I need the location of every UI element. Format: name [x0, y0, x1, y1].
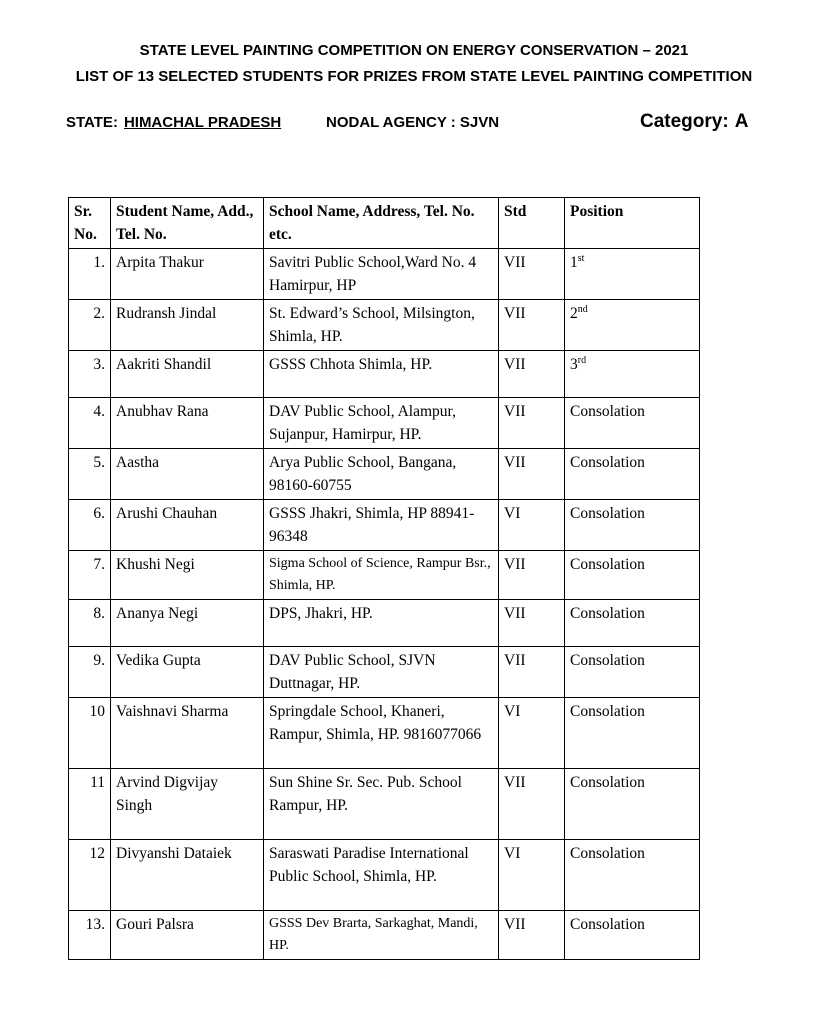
winners-table	[68, 197, 700, 960]
table-row	[69, 551, 700, 600]
position-value: Consolation	[570, 652, 645, 669]
column-header-student: Student Name, Add., Tel. No.	[111, 198, 264, 249]
table-row	[69, 840, 700, 911]
position-value: 2	[570, 305, 578, 322]
sr-no-cell: 7.	[69, 551, 111, 600]
school-cell: DAV Public School, Alampur, Sujanpur, Hamirpur, HP.	[264, 398, 499, 449]
position-ordinal-suffix: rd	[577, 354, 587, 366]
sr-no-cell: 2.	[69, 300, 111, 351]
position-value: Consolation	[570, 505, 645, 522]
table-row	[69, 698, 700, 769]
position-value: Consolation	[570, 703, 645, 720]
sr-no-cell: 5.	[69, 449, 111, 500]
table-header-row	[69, 198, 700, 249]
sr-no-cell: 8.	[69, 600, 111, 647]
position-cell	[565, 769, 700, 840]
position-cell	[565, 600, 700, 647]
position-value: Consolation	[570, 556, 645, 573]
std-cell: VII	[499, 249, 565, 300]
std-cell: VII	[499, 449, 565, 500]
position-cell	[565, 300, 700, 351]
school-cell: Sigma School of Science, Rampur Bsr., Shimla, HP.	[264, 551, 499, 600]
student-name-cell: Anubhav Rana	[111, 398, 264, 449]
sr-no-cell: 1.	[69, 249, 111, 300]
position-cell	[565, 351, 700, 398]
state-field	[66, 114, 281, 131]
column-header-sr-no: Sr. No.	[69, 198, 111, 249]
state-value: HIMACHAL PRADESH	[123, 114, 282, 131]
table-row	[69, 249, 700, 300]
std-cell: VI	[499, 698, 565, 769]
student-name-cell: Gouri Palsra	[111, 911, 264, 960]
position-value: Consolation	[570, 774, 645, 791]
sr-no-cell: 3.	[69, 351, 111, 398]
table-row	[69, 911, 700, 960]
std-cell: VII	[499, 300, 565, 351]
table-row	[69, 351, 700, 398]
school-cell: St. Edward’s School, Milsington, Shimla, HP.	[264, 300, 499, 351]
position-cell	[565, 647, 700, 698]
std-cell: VII	[499, 911, 565, 960]
student-name-cell: Aakriti Shandil	[111, 351, 264, 398]
position-value: Consolation	[570, 403, 645, 420]
position-value: 3	[570, 356, 578, 373]
column-header-std: Std	[499, 198, 565, 249]
category-label: Category:	[640, 111, 729, 132]
student-name-cell: Vedika Gupta	[111, 647, 264, 698]
sr-no-cell: 10	[69, 698, 111, 769]
std-cell: VII	[499, 647, 565, 698]
std-cell: VI	[499, 500, 565, 551]
sr-no-cell: 6.	[69, 500, 111, 551]
position-cell	[565, 449, 700, 500]
student-name-cell: Khushi Negi	[111, 551, 264, 600]
student-name-cell: Vaishnavi Sharma	[111, 698, 264, 769]
student-name-cell: Arushi Chauhan	[111, 500, 264, 551]
student-name-cell: Rudransh Jindal	[111, 300, 264, 351]
column-header-position: Position	[565, 198, 700, 249]
position-cell	[565, 500, 700, 551]
school-cell: DAV Public School, SJVN Duttnagar, HP.	[264, 647, 499, 698]
std-cell: VII	[499, 351, 565, 398]
position-value: 1	[570, 254, 578, 271]
school-cell: Sun Shine Sr. Sec. Pub. School Rampur, HP.	[264, 769, 499, 840]
position-cell	[565, 551, 700, 600]
student-name-cell: Ananya Negi	[111, 600, 264, 647]
position-cell	[565, 911, 700, 960]
position-value: Consolation	[570, 845, 645, 862]
table-row	[69, 647, 700, 698]
sr-no-cell: 11	[69, 769, 111, 840]
sr-no-cell: 13.	[69, 911, 111, 960]
position-cell	[565, 698, 700, 769]
document-title: STATE LEVEL PAINTING COMPETITION ON ENERGY CONSERVATION – 2021	[139, 42, 689, 59]
std-cell: VII	[499, 551, 565, 600]
std-cell: VII	[499, 398, 565, 449]
student-name-cell: Divyanshi Dataiek	[111, 840, 264, 911]
school-cell: Saraswati Paradise International Public School, Shimla, HP.	[264, 840, 499, 911]
table-row	[69, 398, 700, 449]
position-ordinal-suffix: st	[577, 252, 585, 264]
position-ordinal-suffix: nd	[577, 303, 588, 315]
school-cell: Savitri Public School,Ward No. 4 Hamirpur, HP	[264, 249, 499, 300]
table-row	[69, 600, 700, 647]
position-value: Consolation	[570, 454, 645, 471]
position-cell	[565, 398, 700, 449]
position-value: Consolation	[570, 916, 645, 933]
table-row	[69, 300, 700, 351]
column-header-school: School Name, Address, Tel. No. etc.	[264, 198, 499, 249]
school-cell: GSSS Dev Brarta, Sarkaghat, Mandi, HP.	[264, 911, 499, 960]
position-value: Consolation	[570, 605, 645, 622]
std-cell: VI	[499, 840, 565, 911]
sr-no-cell: 4.	[69, 398, 111, 449]
school-cell: DPS, Jhakri, HP.	[264, 600, 499, 647]
category-value: A	[734, 111, 749, 132]
student-name-cell: Arpita Thakur	[111, 249, 264, 300]
sr-no-cell: 9.	[69, 647, 111, 698]
position-cell	[565, 249, 700, 300]
sr-no-cell: 12	[69, 840, 111, 911]
category-field	[640, 111, 748, 133]
document-subtitle: LIST OF 13 SELECTED STUDENTS FOR PRIZES FROM STATE LEVEL PAINTING COMPETITION	[75, 68, 753, 85]
student-name-cell: Aastha	[111, 449, 264, 500]
nodal-agency-field: NODAL AGENCY : SJVN	[326, 114, 500, 131]
school-cell: GSSS Chhota Shimla, HP.	[264, 351, 499, 398]
std-cell: VII	[499, 769, 565, 840]
table-row	[69, 449, 700, 500]
school-cell: Arya Public School, Bangana, 98160-60755	[264, 449, 499, 500]
position-cell	[565, 840, 700, 911]
state-label: STATE:	[66, 114, 118, 131]
std-cell: VII	[499, 600, 565, 647]
student-name-cell: Arvind Digvijay Singh	[111, 769, 264, 840]
school-cell: GSSS Jhakri, Shimla, HP 88941-96348	[264, 500, 499, 551]
table-row	[69, 769, 700, 840]
school-cell: Springdale School, Khaneri, Rampur, Shimla, HP. 9816077066	[264, 698, 499, 769]
table-row	[69, 500, 700, 551]
